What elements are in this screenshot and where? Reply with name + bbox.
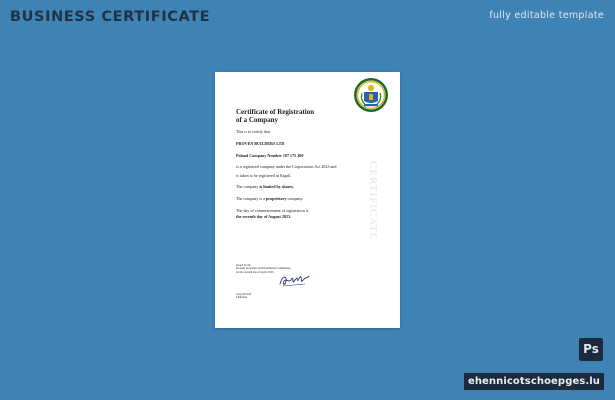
limited-prefix: The company — [236, 184, 259, 189]
certificate-title-line1: Certificate of Registration — [236, 108, 315, 116]
certify-text: This is to certify that — [236, 129, 271, 134]
issued-line3: on the seventh day of April, 2023. — [236, 270, 275, 274]
commencement-text: The day of commencement of registration is — [236, 208, 309, 213]
coat-of-arms-seal-icon — [353, 77, 389, 113]
banner-title: BUSINESS CERTIFICATE — [10, 9, 211, 25]
proprietary-bold: proprietary — [266, 196, 287, 201]
site-watermark: ehennicotschoepges.lu — [464, 373, 604, 390]
certificate-title — [236, 108, 336, 124]
company-name: PROVEN BUILDERS LTD — [236, 141, 285, 146]
commencement-date: the seventh day of August 2023. — [236, 214, 292, 219]
certificate-document — [215, 72, 400, 328]
signatory-block — [236, 293, 251, 300]
registered-text: is a registered company under the Corporations Act 2023 and — [236, 164, 337, 169]
proprietary-suffix: company. — [287, 196, 304, 201]
limited-bold: is limited by shares. — [259, 184, 294, 189]
taken-text: is taken to be registered in Kigali. — [236, 173, 292, 178]
company-number: Poland Company Number 107 175 260 — [236, 153, 304, 158]
issued-line2: Rwanda Securities and Investments Commission — [236, 267, 291, 271]
certificate-watermark: CERTIFICATE — [367, 161, 379, 241]
certificate-title-line2: of a Company — [236, 116, 279, 124]
proprietary-line — [236, 196, 303, 201]
banner-subtitle: fully editable template — [489, 10, 604, 21]
issued-line1: Issued by the — [236, 264, 251, 267]
proprietary-prefix: The company is a — [236, 196, 265, 201]
signatory-role: Chairman — [236, 296, 248, 300]
signature-icon — [277, 272, 311, 289]
photoshop-icon: Ps — [579, 338, 603, 361]
limited-line — [236, 184, 294, 189]
signatory-name: Greg Mccloff — [236, 293, 252, 296]
